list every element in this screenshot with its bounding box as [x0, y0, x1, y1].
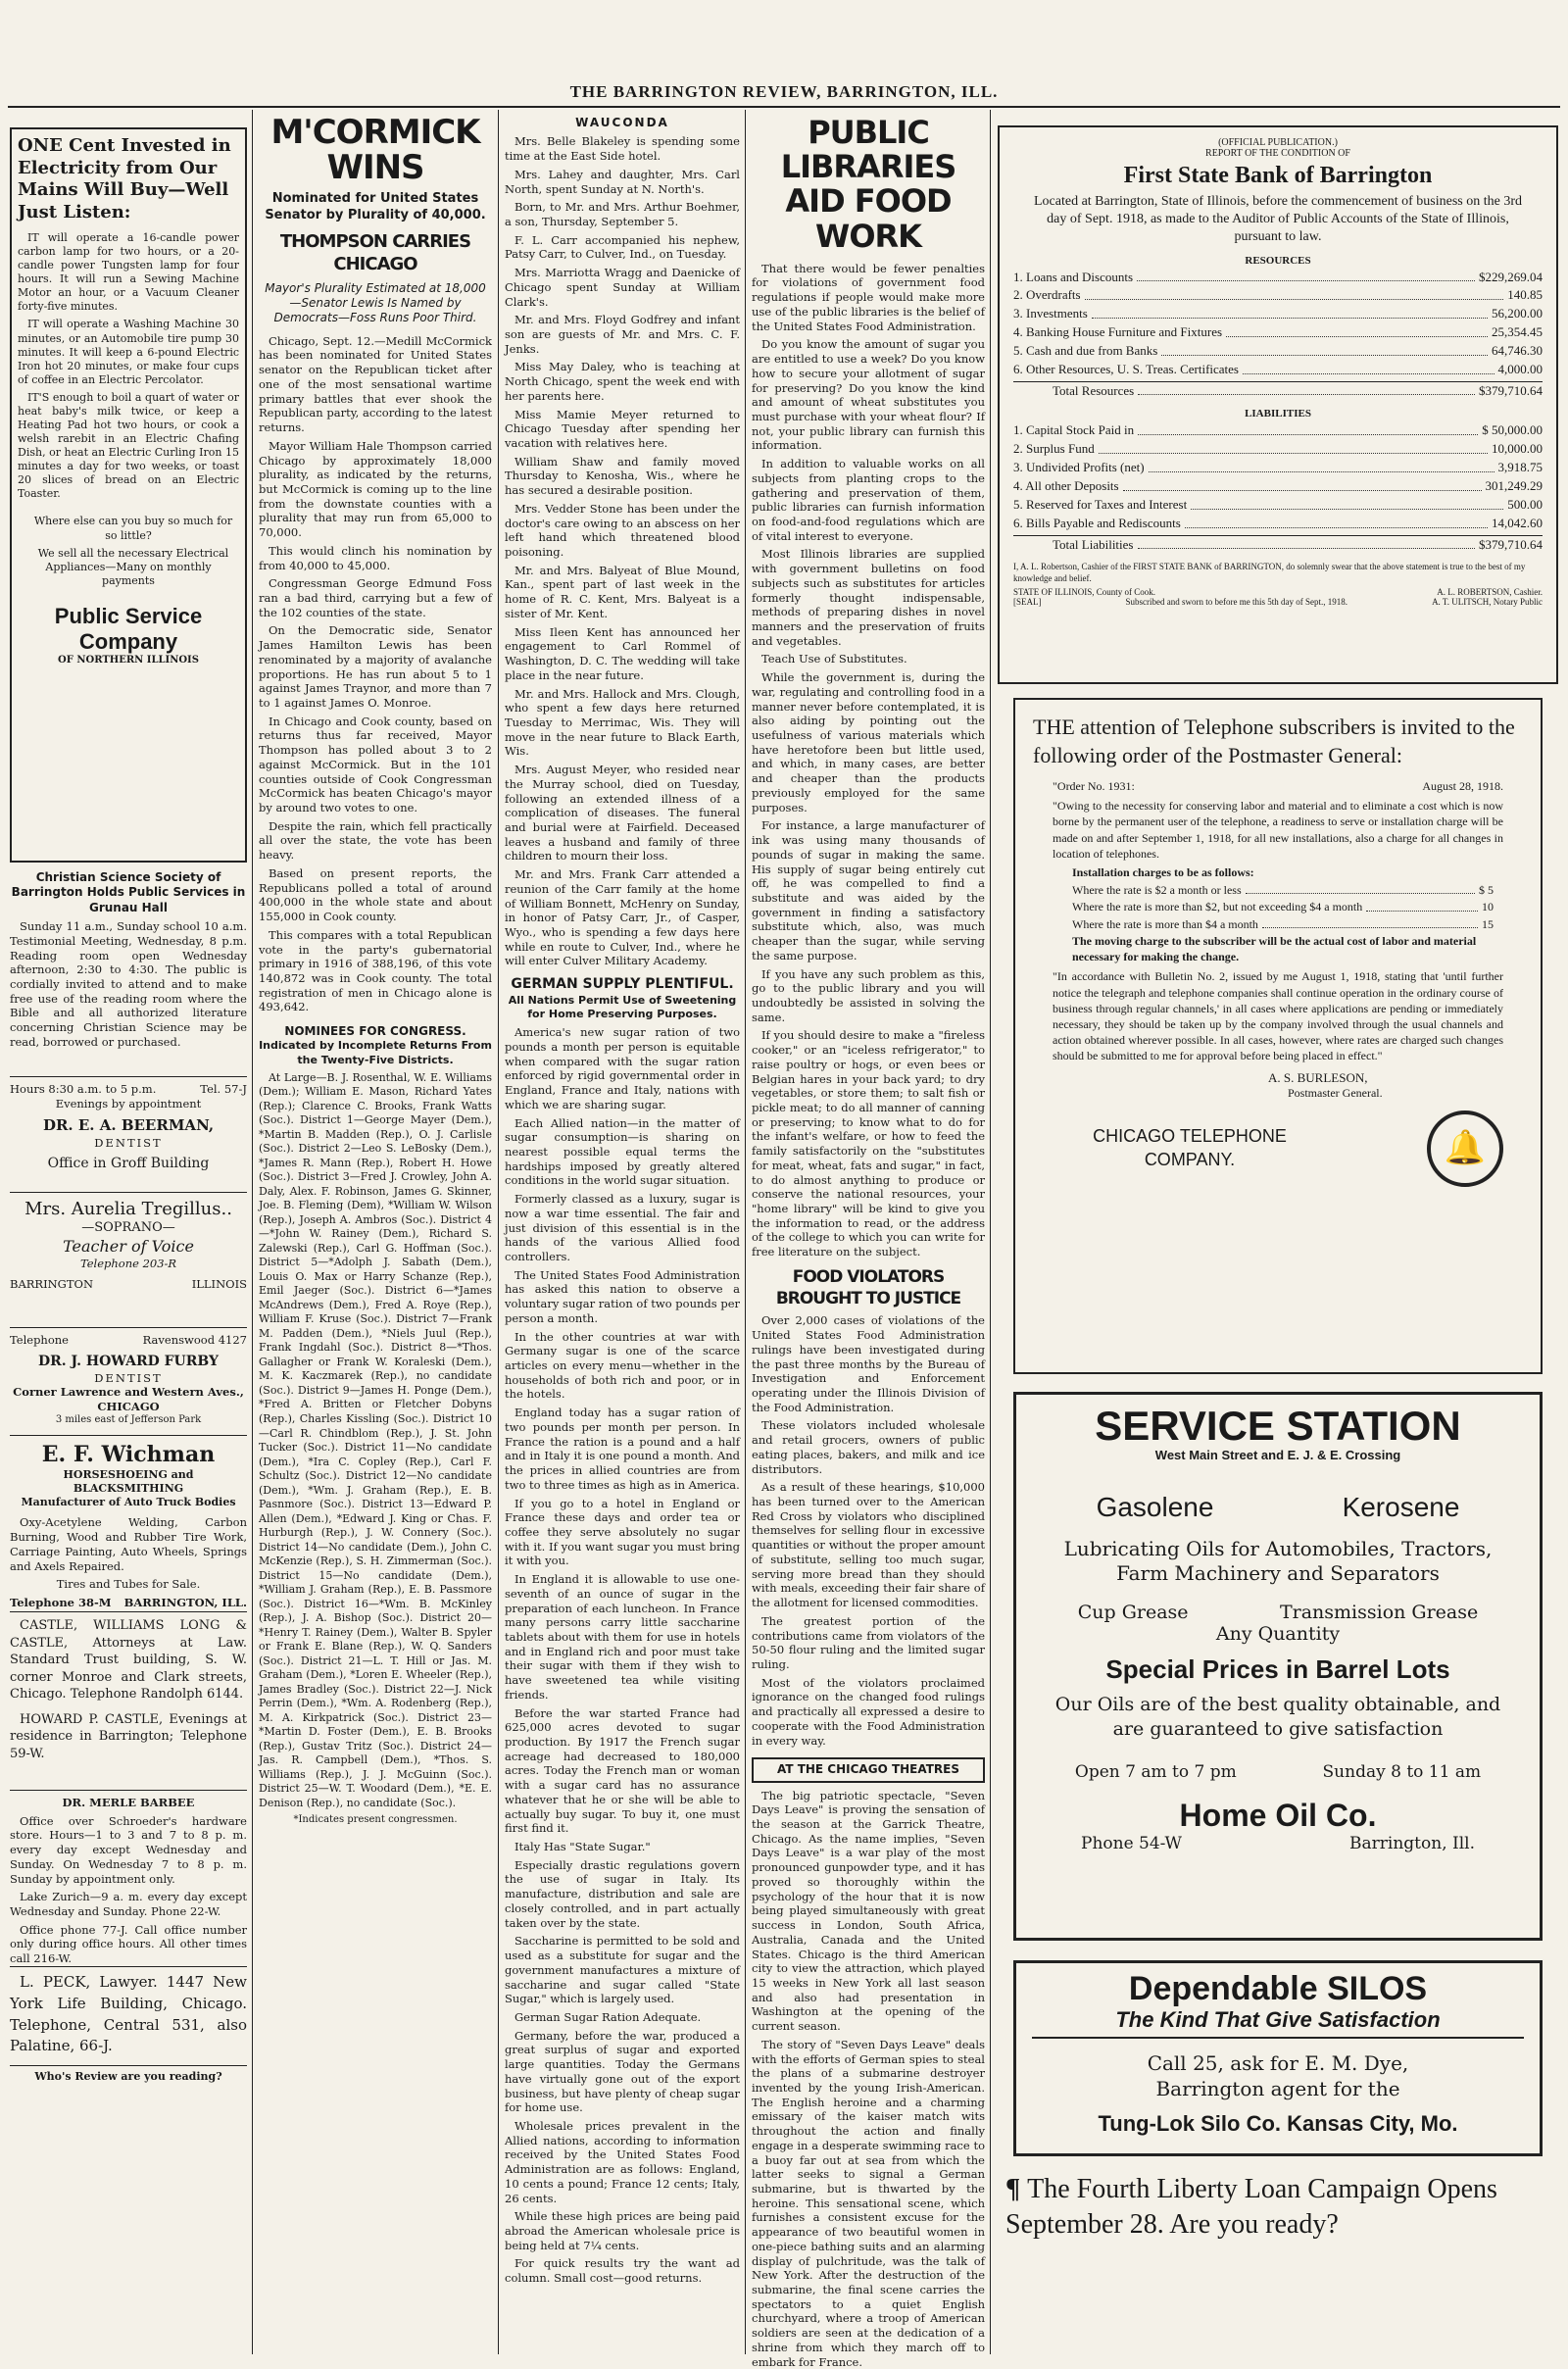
- electricity-headline: ONE Cent Invested in Electricity from Our Mains Will Buy—Well Just Listen:: [18, 135, 231, 222]
- silos-company: Tung-Lok Silo Co. Kansas City, Mo.: [1098, 2111, 1458, 2137]
- bank-state: STATE OF ILLINOIS, County of Cook.: [1013, 586, 1156, 597]
- telephone-date: August 28, 1918.: [1422, 779, 1503, 794]
- furby-distance: 3 miles east of Jefferson Park: [55, 1413, 202, 1425]
- liberty-marker-icon: ¶: [1005, 2174, 1028, 2204]
- library-paragraph-item: While the government is, during the war, regulating and controlling food in a manner never before contemplated, it is also aiding by pointing out the usefulness of various materials which have heretofore been but little used, and which, in many cases, are better and cheaper than the products previously employed for the same purposes.: [752, 670, 985, 814]
- liberty-loan: [1005, 2172, 1554, 2348]
- sugar-paragraph-item: Especially drastic regulations govern the use of sugar in Italy. Its manufacture, distribution and sale are closely controlled, and in part actually taken over by the state.: [505, 1857, 740, 1930]
- beerman-title: DENTIST: [94, 1135, 163, 1150]
- resource-label: 4. Banking House Furniture and Fixtures: [1013, 324, 1223, 340]
- charge-label: Where the rate is more than $4 a month: [1072, 916, 1258, 931]
- wauconda-item: Miss May Daley, who is teaching at North Chicago, spent the week end with her parents here.: [505, 360, 740, 403]
- tregillus-card: [10, 1198, 247, 1323]
- service-town: Barrington, Ill.: [1349, 1834, 1475, 1854]
- liability-row: [1013, 421, 1543, 440]
- furby-title: DENTIST: [94, 1370, 163, 1385]
- wichman-line1: HORSESHOEING and BLACKSMITHING: [63, 1468, 194, 1496]
- section-rule: [10, 1327, 247, 1328]
- tregillus-town: BARRINGTON: [10, 1276, 94, 1291]
- tregillus-teacher: Teacher of Voice: [63, 1236, 194, 1256]
- library-paragraph-item: For instance, a large manufacturer of ink was using many thousands of pounds of sugar in making the same. His supply of sugar being entirely cut off, he was compelled to find a substitute and was aided by the government in finding a satisfactory substitute which, also, was much cheaper than the sugar, while serving the same purpose.: [752, 818, 985, 962]
- column-divider: [745, 110, 746, 2354]
- furby-address: Corner Lawrence and Western Aves., CHICAGO: [13, 1385, 244, 1414]
- liberty-text: The Fourth Liberty Loan Campaign Opens September 28. Are you ready?: [1005, 2174, 1497, 2241]
- library-paragraph-item: That there would be fewer penalties for violations of government food regulations if people would make more use of the public libraries is the belief of the United States Food Administration.: [752, 261, 985, 333]
- wauconda-item: Miss Mamie Meyer returned to Chicago Tuesday after spending her vacation with relatives here.: [505, 407, 740, 451]
- telephone-body2: The moving charge to the subscriber will be the actual cost of labor and material necessary for making the change.: [1072, 934, 1477, 964]
- thompson-deck: Mayor's Plurality Estimated at 18,000 —Senator Lewis Is Named by Democrats—Foss Runs Poor Third.: [265, 280, 486, 325]
- peck-body: L. PECK, Lawyer. 1447 New York Life Building, Chicago. Telephone, Central 531, also Palatine, 66-J.: [10, 1973, 247, 2055]
- library-paragraph-item: In addition to valuable works on all subjects from planting crops to the gathering and preservation of them, public libraries can furnish information on food-and-food regulations which are of vital interest to everyone.: [752, 457, 985, 543]
- resource-value: 140.85: [1507, 287, 1543, 303]
- liability-label: 6. Bills Payable and Rediscounts: [1013, 515, 1181, 530]
- liability-value: 500.00: [1507, 496, 1543, 512]
- telephone-company: CHICAGO TELEPHONE COMPANY.: [1093, 1126, 1287, 1169]
- silos-sub: The Kind That Give Satisfaction: [1032, 2007, 1524, 2039]
- telephone-body3: "In accordance with Bulletin No. 2, issued by me August 1, 1918, stating that 'until further notice the telegraph and telephone companies shall continue operation in the ordinary course of business through regular channels,' in all cases where applications are pending or immediately necessary, they should be taken up by the company involved through the usual channels and action obtained wherever possible. In all cases, however, where rates are charged such changes should be submitted to me for approval before being placed in effect.": [1053, 969, 1503, 1063]
- bank-subscribed: Subscribed and sworn to before me this 5th day of Sept., 1918.: [1125, 596, 1348, 607]
- service-sub: West Main Street and E. J. & E. Crossing: [1154, 1448, 1401, 1463]
- electricity-ad: [10, 127, 247, 863]
- wauconda-item: Mr. and Mrs. Balyeat of Blue Mound, Kan., spent part of last week in the home of R. C. Kent, Mrs. Balyeat is a sister of Mr. Kent.: [505, 563, 740, 620]
- silos-ad: [1013, 1960, 1543, 2156]
- wauconda-item: Mrs. Marriotta Wragg and Daenicke of Chicago spent Sunday at William Clark's.: [505, 266, 740, 309]
- liability-value: 14,042.60: [1492, 515, 1543, 530]
- resource-row: [1013, 286, 1543, 305]
- mccormick-headline: M'CORMICK WINS: [270, 113, 480, 187]
- theatre-paragraph-item: The story of "Seven Days Leave" deals with the efforts of German spies to steal the plans of a submarine destroyer invented by the young Irish-American. The English heroine and a charming emissary of the kaiser match wits throughout the action and finally engage in a desperate swimming race to a buoy far out at sea from which the latter seeks to signal a German submarine, but is thwarted by the heroine. This sensational scene, which furnishes a consistent excuse for the appearance of two beautiful women in one-piece bathing suits and an alarming display of pulchritude, was the talk of New York. After the destruction of the submarine, the final scene carries the spectators to a quiet English churchyard, where a troop of American soldiers are seen at the dedication of a shrine from which they march off to embark for France.: [752, 2037, 985, 2369]
- masthead-rule: [8, 106, 1560, 108]
- total-liabilities-row: [1013, 535, 1543, 555]
- wauconda-item: F. L. Carr accompanied his nephew, Patsy Carr, to Culver, Ind., on Tuesday.: [505, 232, 740, 262]
- bank-statement: [998, 125, 1558, 684]
- wauconda-column: [505, 116, 740, 2345]
- total-resources-label: Total Resources: [1053, 382, 1135, 398]
- service-quality: Our Oils are of the best quality obtainable, and are guaranteed to give satisfaction: [1054, 1694, 1501, 1740]
- liability-value: 10,000.00: [1492, 441, 1543, 457]
- beerman-tel: Tel. 57-J: [200, 1082, 247, 1096]
- service-cup-grease: Cup Grease: [1077, 1602, 1189, 1624]
- barbee-phone: Office phone 77-J. Call office number only during office hours. All other times call 216-W.: [10, 1922, 247, 1966]
- column-divider: [990, 110, 991, 2354]
- wauconda-item: Mr. and Mrs. Floyd Godfrey and infant son are guests of Mr. and Mrs. C. F. Jenks.: [505, 313, 740, 356]
- castle-howard: HOWARD P. CASTLE, Evenings at residence in Barrington; Telephone 59-W.: [10, 1711, 247, 1761]
- peck-footer: Who's Review are you reading?: [10, 2065, 247, 2085]
- mccormick-p2: Mayor William Hale Thompson carried Chicago by approximately 18,000 plurality, as indicated by the returns, but McCormick is coming up to the line from the downstate counties with a plurality that may run from 65,000 to 70,000.: [259, 438, 492, 540]
- barbee-card: [10, 1796, 247, 1966]
- sugar-paragraph-item: Saccharine is permitted to be sold and used as a substitute for sugar and the government manufactures a mixture of saccharine and sugar called "State Sugar," which is largely used.: [505, 1934, 740, 2006]
- service-kerosene: Kerosene: [1342, 1492, 1460, 1523]
- liability-value: 301,249.29: [1485, 478, 1543, 493]
- theatres-title: AT THE CHICAGO THEATRES: [752, 1757, 985, 1782]
- violator-paragraph-item: These violators included wholesale and retail grocers, owners of public eating places, bakers, and milk and ice distributors.: [752, 1418, 985, 1476]
- christian-science-notice: [10, 870, 247, 1066]
- charge-row: [1072, 882, 1494, 899]
- wichman-town: BARRINGTON, ILL.: [123, 1595, 247, 1609]
- liability-label: 3. Undivided Profits (net): [1013, 460, 1145, 475]
- nominees-footnote: *Indicates present congressmen.: [293, 1814, 458, 1826]
- service-open: Open 7 am to 7 pm: [1074, 1762, 1237, 1783]
- bank-oath: I, A. L. Robertson, Cashier of the FIRST STATE BANK of BARRINGTON, do solemnly swear that the above statement is true to the best of my knowledge and belief.: [1013, 562, 1526, 584]
- peck-card: [10, 1972, 247, 2129]
- castle-card: [10, 1617, 247, 1784]
- electricity-p1: IT will operate a 16-candle power carbon lamp for two hours, or a 20-candle power Tungsten lamp for four hours. It will run a Sewing Machine Motor an hour, or a Vacuum Cleaner forty-five minutes.: [18, 231, 239, 314]
- furby-card: [10, 1333, 247, 1431]
- service-special: Special Prices in Barrel Lots: [1105, 1654, 1450, 1685]
- sugar-paragraph-item: America's new sugar ration of two pounds a month per person is equitable when compared with the sugar ration enforced by rigid governmental order in England, France and Italy, nations with which we are sharing sugar.: [505, 1025, 740, 1111]
- bank-cashier: A. L. ROBERTSON, Cashier.: [1437, 586, 1543, 597]
- mccormick-p6: In Chicago and Cook county, based on returns thus far received, Mayor Thompson has polled about 3 to 2 against McCormick. But in the 101 counties outside of Cook Congressman McCormick has beaten Chicago's mayor by around two votes to one.: [259, 714, 492, 815]
- company-sub: OF NORTHERN ILLINOIS: [58, 654, 199, 666]
- section-rule: [10, 1192, 247, 1193]
- resource-row: [1013, 342, 1543, 361]
- liability-row: [1013, 477, 1543, 496]
- beerman-hours: Hours 8:30 a.m. to 5 p.m.: [10, 1082, 157, 1096]
- resource-row: [1013, 323, 1543, 342]
- wauconda-item: Mrs. Lahey and daughter, Mrs. Carl North, spent Sunday at N. North's.: [505, 167, 740, 196]
- beerman-evenings: Evenings by appointment: [55, 1096, 202, 1110]
- barbee-name: DR. MERLE BARBEE: [62, 1796, 195, 1809]
- service-gasolene: Gasolene: [1096, 1492, 1214, 1523]
- tregillus-voice: —SOPRANO—: [81, 1220, 175, 1236]
- mccormick-article: [259, 113, 492, 2345]
- liability-row: [1013, 459, 1543, 477]
- violator-paragraph-item: Most of the violators proclaimed ignorance on the changed food rulings and practically all expressed a desire to cooperate with the Food Administration in every way.: [752, 1675, 985, 1748]
- nominees-title: NOMINEES FOR CONGRESS.: [284, 1024, 466, 1039]
- german-sugar-deck: All Nations Permit Use of Sweetening for Home Preserving Purposes.: [508, 994, 737, 1021]
- resource-row: [1013, 361, 1543, 379]
- tregillus-name: Mrs. Aurelia Tregillus..: [24, 1199, 232, 1219]
- liabilities-label: LIABILITIES: [1245, 408, 1311, 420]
- sugar-paragraph-item: Italy Has "State Sugar.": [514, 1840, 651, 1854]
- charge-value: 15: [1482, 916, 1494, 931]
- resource-label: 3. Investments: [1013, 306, 1088, 321]
- barbee-body: Office over Schroeder's hardware store. Hours—1 to 3 and 7 to 8 p. m. every day except Wednesday and Sunday. On Wednesday 7 to 8 p. m. Sunday by appointment only.: [10, 1813, 247, 1886]
- mccormick-p1: Chicago, Sept. 12.—Medill McCormick has been nominated for United States senator on the Republican ticket after one of the most sensational wartime primary battles that ever shook the Republican party, according to the latest returns.: [259, 333, 492, 435]
- telephone-notice: [1013, 698, 1543, 1374]
- german-sugar-title: GERMAN SUPPLY PLENTIFUL.: [511, 976, 734, 993]
- mccormick-p9: This compares with a total Republican vote in the party's gubernatorial primary in 1916 of 388,196, of this vote 140,872 was in Cook county. The total registration of men in Chicago alone is 493,642.: [259, 927, 492, 1014]
- beerman-office: Office in Groff Building: [47, 1156, 210, 1172]
- furby-tel: Ravenswood 4127: [142, 1333, 247, 1347]
- service-sunday: Sunday 8 to 11 am: [1322, 1762, 1482, 1783]
- service-title: SERVICE STATION: [1095, 1403, 1461, 1449]
- total-liabilities-value: $379,710.64: [1479, 536, 1543, 552]
- sugar-paragraph-item: In the other countries at war with Germany sugar is one of the scarce articles on every menu—whether in the households of both rich and poor, or in the hotels.: [505, 1329, 740, 1402]
- violators-title: FOOD VIOLATORS BROUGHT TO JUSTICE: [775, 1266, 961, 1308]
- furby-name: DR. J. HOWARD FURBY: [38, 1353, 219, 1369]
- wauconda-item: Mrs. August Meyer, who resided near the Murray school, died on Tuesday, following an extended illness of a complication of diseases. The funeral and burial were at Fairfield. Deceased leaves a husband and family of three children to mourn their loss.: [505, 763, 740, 864]
- violator-paragraph-item: As a result of these hearings, $10,000 has been turned over to the American Red Cross by violators who disciplined themselves for selling flour in excessive quantities or without the proper amount of substitute, selling too much sugar, serving more bread than they should with meals, exceeding their fair share of the allotment for licensed commodities.: [752, 1480, 985, 1610]
- bank-located: Located at Barrington, State of Illinois, before the commencement of business on the 3rd day of Sept. 1918, as made to the Auditor of Public Accounts of the State of Illinois, pursuant to law.: [1033, 194, 1523, 245]
- wichman-tel: Telephone 38-M: [10, 1595, 112, 1609]
- sugar-paragraph-item: While these high prices are being paid abroad the American wholesale price is being held at 7¼ cents.: [505, 2209, 740, 2252]
- telephone-lead: THE attention of Telephone subscribers is invited to the following order of the Postmaster General:: [1033, 715, 1515, 767]
- sugar-paragraph-item: The United States Food Administration has asked this nation to observe a voluntary sugar ration of two pounds per person a month.: [505, 1267, 740, 1325]
- sugar-paragraph-item: If you go to a hotel in England or France these days and order tea or coffee they serve absolutely no sugar with it. If you want sugar you must bring it with you.: [505, 1496, 740, 1568]
- barbee-zurich: Lake Zurich—9 a. m. every day except Wednesday and Sunday. Phone 22-W.: [10, 1890, 247, 1919]
- mccormick-p8: Based on present reports, the Republicans polled a total of around 400,000 in the whole state and about 155,000 in Cook county.: [259, 865, 492, 924]
- service-any: Any Quantity: [1215, 1623, 1341, 1646]
- bell-logo: [1427, 1110, 1503, 1187]
- silos-title: Dependable SILOS: [1128, 1970, 1428, 2007]
- liability-row: [1013, 515, 1543, 533]
- library-paragraph-item: Do you know the amount of sugar you are entitled to use a week? Do you know how to secure your allotment of sugar for preserving? Do you know the kind and amount of wheat substitutes you must purchase with your wheat flour? If not, your public library can furnish this information.: [752, 337, 985, 453]
- christian-science-title: Christian Science Society of Barrington Holds Public Services in Grunau Hall: [11, 870, 246, 914]
- telephone-body1: "Owing to the necessity for conserving labor and material and to eliminate a cost which is now borne by the permanent user of the telephone, a readiness to serve or installation charge will be made on and after September 1, 1918, for all new installations, also a charge for all changes in location of telephones.: [1053, 799, 1503, 861]
- liability-label: 5. Reserved for Taxes and Interest: [1013, 496, 1188, 512]
- mccormick-p4: Congressman George Edmund Foss ran a bad third, carrying but a few of the 102 counties of the state.: [259, 576, 492, 619]
- resource-value: $229,269.04: [1479, 269, 1543, 284]
- resources-label: RESOURCES: [1245, 254, 1311, 267]
- electricity-p2: IT will operate a Washing Machine 30 minutes, or an Automobile tire pump 30 minutes. It will keep a 6-pound Electric Iron hot 20 minutes, or make four cups of coffee in an Electric Percolator.: [18, 318, 239, 386]
- thompson-subhead: THOMPSON CARRIES CHICAGO: [279, 230, 471, 274]
- libraries-column: [752, 114, 985, 2369]
- resource-value: 64,746.30: [1492, 342, 1543, 358]
- wichman-tires: Tires and Tubes for Sale.: [56, 1577, 201, 1592]
- resource-label: 5. Cash and due from Banks: [1013, 342, 1158, 358]
- telephone-signer-title: Postmaster General.: [1288, 1085, 1383, 1100]
- company-name: Public Service Company: [54, 603, 203, 654]
- sugar-paragraph-item: For quick results try the want ad column. Small cost—good returns.: [505, 2256, 740, 2286]
- resource-value: 4,000.00: [1497, 361, 1543, 376]
- charge-row: [1072, 916, 1494, 933]
- tregillus-phone: Telephone 203-R: [79, 1257, 177, 1271]
- violator-paragraph-item: Over 2,000 cases of violations of the United States Food Administration rulings have been investigated during the past three months by the Bureau of Investigation and Enforcement operating under the Illinois Division of the Food Administration.: [752, 1313, 985, 1414]
- telephone-signer: A. S. BURLESON,: [1268, 1069, 1368, 1085]
- wauconda-item: Mrs. Belle Blakeley is spending some time at the East Side hotel.: [505, 134, 740, 164]
- bank-report: REPORT OF THE CONDITION OF: [1205, 148, 1350, 159]
- mccormick-p5: On the Democratic side, Senator James Hamilton Lewis has been renominated by a majority of avalanche proportions. He has run about 5 to 1 against James Traynor, and more than 7 to 1 against James O. Monroe.: [259, 623, 492, 711]
- wichman-card: [10, 1441, 247, 1607]
- wauconda-heading: WAUCONDA: [575, 116, 669, 129]
- charge-row: [1072, 899, 1494, 915]
- sugar-paragraph-item: In England it is allowable to use one-seventh of an ounce of sugar in the preparation of each luncheon. In France many persons carry little saccharine tablets about with them for use in hotels and in England rich and poor must take their sugar with them if they wish to have sweetened tea while visiting friends.: [505, 1572, 740, 1702]
- beerman-name: DR. E. A. BEERMAN,: [42, 1116, 215, 1135]
- service-phone: Phone 54-W: [1081, 1834, 1182, 1854]
- bank-seal: [SEAL]: [1013, 596, 1042, 607]
- library-paragraph-item: If you have any such problem as this, go to the public library and you will undoubtedly be assisted in solving the same.: [752, 966, 985, 1024]
- telephone-order: "Order No. 1931:: [1053, 779, 1135, 794]
- sugar-paragraph-item: Formerly classed as a luxury, sugar is now a war time essential. The fair and just division of this essential is in the hands of the various Allied food controllers.: [505, 1192, 740, 1264]
- sugar-paragraph-item: Germany, before the war, produced a great surplus of sugar and exported large quantities. Today the Germans have virtually gone out of the export business, but have plenty of cheap sugar for home use.: [505, 2028, 740, 2115]
- sugar-paragraph-item: German Sugar Ration Adequate.: [514, 2009, 702, 2024]
- charge-label: Where the rate is more than $2, but not exceeding $4 a month: [1072, 900, 1363, 914]
- liability-value: $ 50,000.00: [1482, 422, 1543, 438]
- section-rule: [10, 1966, 247, 1967]
- liability-row: [1013, 496, 1543, 515]
- masthead: THE BARRINGTON REVIEW, BARRINGTON, ILL.: [569, 82, 999, 101]
- library-paragraph-item: Most Illinois libraries are supplied with government bulletins on food subjects such as substitutes for articles formerly thought indispensable, methods of preparing dishes in novel manners and the preservation of fruits and vegetables.: [752, 547, 985, 648]
- service-company: Home Oil Co.: [1179, 1798, 1377, 1834]
- libraries-headline: PUBLIC LIBRARIES AID FOOD WORK: [780, 114, 956, 255]
- mccormick-deck: Nominated for United States Senator by Plurality of 40,000.: [265, 191, 486, 222]
- mccormick-p7: Despite the rain, which fell practically all over the state, the vote has been heavy.: [259, 818, 492, 863]
- resource-row: [1013, 269, 1543, 287]
- furby-tel-label: Telephone: [10, 1333, 69, 1347]
- sugar-paragraph-item: Wholesale prices prevalent in the Allied nations, according to information received by the United States Food Administration are as follows: England, 10 cents a pound; France 12 cents; Italy, 26 cents.: [505, 2118, 740, 2205]
- nominees-list: At Large—B. J. Rosenthal, W. E. Williams (Dem.); William E. Mason, Richard Yates (Rep.); Clarence C. Brooks, Frank Watts (Soc.). District 1—George Mayer (Dem.), *Martin B. Madden (Rep.), O. J. Carlisle (Soc.). District 2—Leo S. LeBosky (Dem.), *James R. Mann (Rep.), Robert H. Howe (Soc.). District 3—Fred J. Crowley, John A. Daly, Alex. F. Robinson, James G. Skinner, Joe. B. Fleming (Dem), *William W. Wilson (Rep.), Joseph A. Ambros (Soc.). District 4—*John W. Rainey (Dem.), Richard S. Zalewski (Rep.), Carl G. Hoffman (Soc.). District 5—*Adolph J. Sabath (Dem.), Louis O. Max or Harry Schanze (Rep.), Emil Jaeger (Soc.). District 6—*James McAndrews (Dem.), Fred A. Roye (Rep.), William F. Kruse (Soc.). District 7—Frank M. Padden (Dem.), *Niels Juul (Rep.), Frank Ingdahl (Soc.). District 8—*Thos. Gallagher or Frank W. Koraleski (Dem.), M. K. Kaczmarek (Rep.), no candidate (Soc.). District 9—James H. Ponge (Dem.), *Fred A. Britten or Fletcher Dobyns (Rep.), Charles Kissling (Soc.). District 10—Carl R. Chindblom (Rep.), J. St. John Tucker (Soc.). District 11—No candidate (Dem.), *Ira C. Copley (Rep.), Carl F. Schultz (Soc.). District 12—No candidate (Dem.), *Wm. J. Graham (Rep.), E. B. Pasnmore (Soc.). District 13—Edward P. Allen (Dem.), *Edward J. King or Chas. F. Hurburgh (Rep.), J. W. Connery (Soc.). District 14—No candidate (Dem.), John C. McKenzie (Rep.), S. H. Zimmerman (Soc.). District 15—No candidate (Dem.), *William J. Graham (Rep.), E. B. Passmore (Soc.). District 16—*Wm. B. McKinley (Rep.), J. A. Bishop (Soc.). District 20—*Henry T. Rainey (Dem.), Walter B. Spyler or Frank E. Blane (Rep.), W. Q. Sanders (Soc.). District 21—L. T. Hill or Jas. M. Graham (Dem.), *Loren E. Wheeler (Rep.), James Bradley (Soc.). District 22—J. Nick Perrin (Dem.), *Wm. A. Rodenberg (Rep.), M. A. Kirkpatrick (Soc.). District 23—*Martin D. Foster (Dem.), E. B. Brooks (Rep.), Gustav Tritz (Soc.). District 24—Jas. R. Campbell (Dem.), *Thos. S. Williams (Rep.), J. J. McGuinn (Soc.). District 25—W. T. Woodard (Dem.), *E. E. Denison (Rep.), no candidate (Soc.).: [259, 1070, 492, 1809]
- wauconda-item: William Shaw and family moved Thursday to Kenosha, Wis., where he has secured a desirable position.: [505, 454, 740, 498]
- wichman-line2: Manufacturer of Auto Truck Bodies: [21, 1496, 236, 1509]
- section-rule: [10, 1076, 247, 1077]
- total-resources-value: $379,710.64: [1479, 382, 1543, 398]
- bank-name: First State Bank of Barrington: [1123, 163, 1433, 188]
- charge-value: $ 5: [1479, 882, 1494, 897]
- theatre-paragraph-item: The big patriotic spectacle, "Seven Days Leave" is proving the sensation of the season at the Garrick Theatre, Chicago. As the name implies, "Seven Days Leave" is a war play of the most pronounced gunpowder type, and it has proved so thoroughly within the psychology of the hour that it is now being played simultaneously with great success in London, South Africa, Australia, Canada and the United States. Chicago is the third American city to view the attraction, which played 15 weeks in New York all last season and also had presentation in Washington at the opening of the current season.: [752, 1788, 985, 2034]
- wauconda-item: Miss Ileen Kent has announced her engagement to Carl Rommel of Washington, D. C. The wedding will take place in the near future.: [505, 624, 740, 682]
- section-rule: [10, 1611, 247, 1612]
- resource-label: 2. Overdrafts: [1013, 287, 1081, 303]
- silos-call: Call 25, ask for E. M. Dye, Barrington agent for the: [1147, 2051, 1409, 2101]
- resource-value: 25,354.45: [1492, 324, 1543, 340]
- total-resources-row: [1013, 381, 1543, 401]
- wichman-name: E. F. Wichman: [41, 1442, 216, 1467]
- library-paragraph-item: If you should desire to make a "fireless cooker," or an "iceless refrigerator," to raise poultry or hogs, or even bees or Belgian hares in your back yard; to dry vegetables, or store them; to salt fish or pickle meat; to do all manner of canning or preserving; to know what to do for the infant's welfare, or how to feed the family satisfactorily on the "substitutes for meat, wheat, fats and sugar," in fact, to do almost anything to produce or conserve the national resources, your "home library" will be kind to give you the information to read, or the address of the college to which you can write for free literature on the subject.: [752, 1028, 985, 1259]
- electricity-p4: Where else can you buy so much for so little?: [33, 515, 233, 542]
- bank-notary: A. T. ULITSCH, Notary Public: [1432, 596, 1543, 607]
- charge-value: 10: [1482, 900, 1494, 914]
- charge-label: Where the rate is $2 a month or less: [1072, 882, 1242, 897]
- sugar-paragraph-item: Before the war started France had 625,000 acres devoted to sugar production. By 1917 the French sugar acreage had decreased to 180,000 acres. Today the French man or woman with a sugar card has no assurance whatever that he or she will be able to actually buy sugar. To buy it, one must first find it.: [505, 1705, 740, 1836]
- bank-official: (OFFICIAL PUBLICATION.): [1218, 137, 1338, 148]
- column-divider: [252, 110, 253, 2354]
- castle-body: CASTLE, WILLIAMS LONG & CASTLE, Attorneys at Law. Standard Trust building, S. W. corner Monroe and Clark streets, Chicago. Telephone Randolph 6144.: [10, 1618, 247, 1703]
- bell-icon: 🔔: [1444, 1129, 1487, 1166]
- total-liabilities-label: Total Liabilities: [1053, 536, 1134, 552]
- telephone-charges-title: Installation charges to be as follows:: [1072, 864, 1254, 879]
- electricity-p5: We sell all the necessary Electrical Appliances—Many on monthly payments: [37, 546, 229, 587]
- service-transmission: Transmission Grease: [1279, 1602, 1479, 1624]
- liability-label: 1. Capital Stock Paid in: [1013, 422, 1135, 438]
- wauconda-item: Mrs. Vedder Stone has been under the doctor's care owing to an abscess on her left hand which threatened blood poisoning.: [505, 501, 740, 560]
- violator-paragraph-item: The greatest portion of the contributions came from violators of the 50-50 flour ruling and the limited sugar ruling.: [752, 1613, 985, 1671]
- resource-value: 56,200.00: [1492, 306, 1543, 321]
- sugar-paragraph-item: England today has a sugar ration of two pounds per month per person. In France the ration is a pound and a half and in Italy it is one pound a month. And the prices in allied countries are from two to three times as high as in America.: [505, 1406, 740, 1492]
- wauconda-item: Mr. and Mrs. Frank Carr attended a reunion of the Carr family at the home of William Bonnett, McHenry on Sunday, in honor of Patsy Carr, Jr., of Casper, Wyo., who is spending a few days here while en route to Culver, Ind., where he will enter Culver Military Academy.: [505, 867, 740, 968]
- christian-science-body: Sunday 11 a.m., Sunday school 10 a.m. Testimonial Meeting, Wednesday, 8 p.m. Reading room open Wednesday afternoon, 2:30 to 4:30. The public is cordially invited to attend and to make free use of the reading room where the Bible and all authorized literature concerning Christian Science may be read, borrowed or purchased.: [10, 919, 247, 1049]
- beerman-card: [10, 1082, 247, 1188]
- mccormick-p3: This would clinch his nomination by from 40,000 to 45,000.: [259, 543, 492, 572]
- nominees-deck: Indicated by Incomplete Returns From the Twenty-Five Districts.: [259, 1039, 492, 1066]
- sugar-paragraph-item: Each Allied nation—in the matter of sugar consumption—is sharing on nearest possible equal terms the hardships imposed by greatly altered conditions in the world sugar situation.: [505, 1115, 740, 1188]
- tregillus-state: ILLINOIS: [191, 1276, 247, 1291]
- liability-value: 3,918.75: [1497, 460, 1543, 475]
- wauconda-item: Born, to Mr. and Mrs. Arthur Boehmer, a son, Thursday, September 5.: [505, 200, 740, 228]
- column-divider: [498, 110, 499, 2354]
- resource-label: 1. Loans and Discounts: [1013, 269, 1134, 284]
- wichman-body: Oxy-Acetylene Welding, Carbon Burning, Wood and Rubber Tire Work, Carriage Painting, Auto Wheels, Springs and Axels Repaired.: [10, 1515, 247, 1573]
- service-station-ad: [1013, 1392, 1543, 1941]
- liability-row: [1013, 440, 1543, 459]
- liability-label: 4. All other Deposits: [1013, 478, 1119, 493]
- liability-label: 2. Surplus Fund: [1013, 441, 1095, 457]
- wauconda-item: Mr. and Mrs. Hallock and Mrs. Clough, who spent a few days here returned Tuesday to Merrimac, Wis. They will move in the near future to Black Earth, Wis.: [505, 686, 740, 759]
- service-oils: Lubricating Oils for Automobiles, Tractors, Farm Machinery and Separators: [1063, 1537, 1493, 1586]
- section-rule: [10, 1790, 247, 1791]
- electricity-p3: IT'S enough to boil a quart of water or heat baby's milk twice, or keep a Heating Pad hot two hours, or cook a welsh rarebit in an Electric Chafing Dish, or heat an Electric Curling Iron 15 minutes a day for two weeks, or toast 20 slices of bread on an Electric Toaster.: [18, 390, 239, 501]
- resource-row: [1013, 305, 1543, 323]
- section-rule: [10, 1435, 247, 1436]
- resource-label: 6. Other Resources, U. S. Treas. Certificates: [1013, 361, 1239, 376]
- library-paragraph-item: Teach Use of Substitutes.: [761, 652, 907, 666]
